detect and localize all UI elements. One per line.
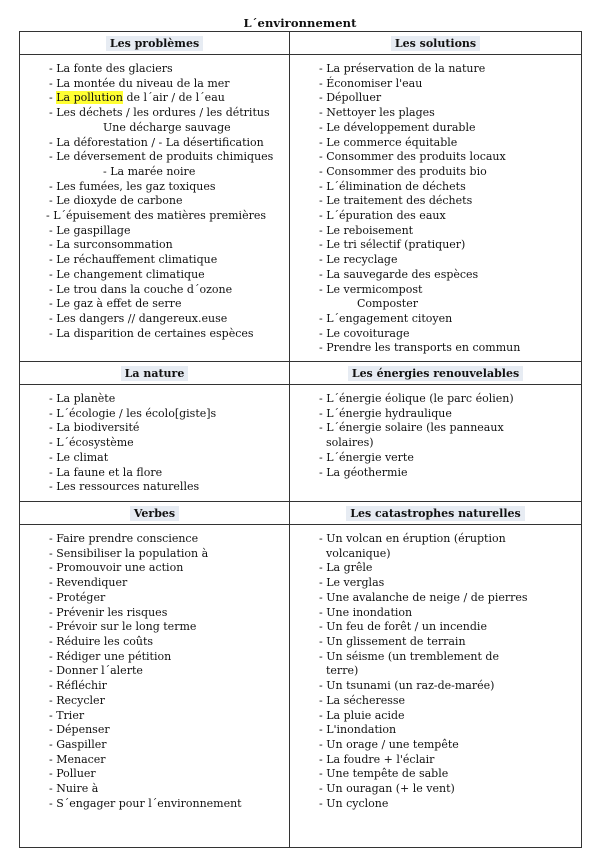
- list-item: - Le climat: [49, 450, 109, 464]
- list-item: - La géothermie: [319, 465, 408, 479]
- list-item: - Prendre les transports en commun: [319, 341, 521, 355]
- list-item: - Le dioxyde de carbone: [49, 194, 183, 208]
- list-item: - La préservation de la nature: [319, 62, 486, 75]
- list-item: - La planète: [49, 392, 116, 406]
- highlighted-term: La pollution: [56, 91, 124, 105]
- list-item: - La montée du niveau de la mer: [49, 76, 230, 90]
- list-item: - La sauvegarde des espèces: [319, 267, 479, 281]
- list-item: - L´écologie / les écolo[giste]s: [49, 406, 217, 420]
- list-item: - Revendiquer: [49, 576, 128, 590]
- list-item: - Recycler: [49, 693, 105, 707]
- list-item: - Rédiger une pétition: [49, 649, 172, 663]
- content-row: [20, 525, 582, 848]
- nature-cell: [20, 385, 290, 502]
- solutions-cell: [290, 55, 582, 362]
- catastrophes-cell: [290, 525, 582, 848]
- list-item: - La marée noire: [103, 164, 196, 178]
- list-item: - L´énergie verte: [319, 450, 414, 464]
- content-row: [20, 55, 582, 362]
- list-item: - L´épuration des eaux: [319, 209, 446, 223]
- list-item: - Le changement climatique: [49, 267, 205, 281]
- problemes-list: [20, 55, 289, 346]
- list-item: - L´énergie solaire (les panneaux solaires): [319, 421, 504, 450]
- list-item: - Consommer des produits bio: [319, 164, 487, 178]
- list-item: - Dépolluer: [319, 91, 382, 105]
- list-item: - Une inondation: [319, 605, 413, 619]
- list-item: - Réfléchir: [49, 679, 107, 693]
- list-item: - Le déversement de produits chimiques: [49, 150, 274, 164]
- header-row: [20, 502, 582, 525]
- list-item: - Le covoiturage: [319, 326, 410, 340]
- verbes-cell: [20, 525, 290, 848]
- list-item: - Faire prendre conscience: [49, 532, 199, 546]
- content-row: [20, 385, 582, 502]
- list-item: Composter: [357, 297, 418, 311]
- list-item: - Les dangers // dangereux.euse: [49, 311, 228, 325]
- list-item: - Réduire les coûts: [49, 634, 154, 648]
- list-item: - Les ressources naturelles: [49, 480, 200, 494]
- list-item: - Un cyclone: [319, 796, 389, 810]
- list-item: - Sensibiliser la population à: [49, 546, 209, 560]
- list-item: Une décharge sauvage: [103, 120, 231, 134]
- list-item: - Trier: [49, 708, 85, 722]
- list-item: - Un glissement de terrain: [319, 634, 466, 648]
- list-item: - Promouvoir une action: [49, 561, 184, 575]
- list-item: - Une avalanche de neige / de pierres: [319, 590, 528, 604]
- header-solutions: Les solutions: [290, 32, 582, 55]
- list-item: - La grêle: [319, 561, 373, 575]
- list-item: - Prévoir sur le long terme: [49, 620, 197, 634]
- header-verbes: Verbes: [20, 502, 290, 525]
- list-item: - Une tempête de sable: [319, 767, 449, 781]
- list-item: - La faune et la flore: [49, 465, 163, 479]
- list-item: - Le traitement des déchets: [319, 194, 473, 208]
- list-item: - L´énergie éolique (le parc éolien): [319, 392, 514, 406]
- list-item: - Donner l´alerte: [49, 664, 143, 678]
- header-row: [20, 362, 582, 385]
- list-item: - Économiser l'eau: [319, 76, 423, 90]
- list-item: - Le vermicompost: [319, 282, 423, 296]
- list-item: - Gaspiller: [49, 737, 107, 751]
- list-item: - Le gaz à effet de serre: [49, 297, 182, 311]
- list-item: - La disparition de certaines espèces: [49, 326, 254, 340]
- page-title: L´environnement: [243, 16, 357, 30]
- list-item: - Nettoyer les plages: [319, 106, 435, 120]
- list-item: - Un volcan en éruption (éruption volcanique): [319, 532, 506, 560]
- list-item: - La surconsommation: [49, 238, 173, 252]
- energies-cell: [290, 385, 582, 502]
- list-item: - La biodiversité: [49, 421, 140, 435]
- list-item: - Les déchets / les ordures / les détritus: [49, 106, 270, 120]
- list-item: - L´élimination de déchets: [319, 179, 466, 193]
- list-item: - Consommer des produits locaux: [319, 150, 506, 164]
- verbes-list: [20, 525, 289, 816]
- list-item: - La foudre + l'éclair: [319, 752, 435, 766]
- list-item: - L´épuisement des matières premières: [46, 209, 266, 223]
- list-item: - Nuire à: [49, 782, 99, 796]
- list-item: - Polluer: [49, 767, 96, 781]
- energies-list: [290, 385, 581, 485]
- list-item: - Dépenser: [49, 723, 110, 737]
- list-item: - Protéger: [49, 590, 106, 604]
- list-item: - Le tri sélectif (pratiquer): [319, 238, 466, 252]
- list-item: - Le gaspillage: [49, 223, 131, 237]
- header-row: [20, 32, 582, 55]
- list-item: - Un séisme (un tremblement de terre): [319, 649, 499, 678]
- nature-list: [20, 385, 289, 500]
- list-item: - Un feu de forêt / un incendie: [319, 620, 487, 634]
- list-item: - Le développement durable: [319, 120, 476, 134]
- vocabulary-table: [19, 31, 582, 848]
- list-item: - La pollution de l´air / de l´eau: [49, 91, 225, 105]
- list-item: - Le reboisement: [319, 223, 414, 237]
- header-catastrophes: Les catastrophes naturelles: [290, 502, 582, 525]
- list-item: - La pluie acide: [319, 708, 405, 722]
- header-energies: Les énergies renouvelables: [290, 362, 582, 385]
- list-item: - L'inondation: [319, 723, 397, 737]
- solutions-list: [290, 55, 581, 361]
- list-item: - Le commerce équitable: [319, 135, 458, 149]
- list-item: - La déforestation / - La désertification: [49, 135, 264, 149]
- list-item: - L´écosystème: [49, 436, 134, 450]
- list-item: - Les fumées, les gaz toxiques: [49, 179, 216, 193]
- list-item: - Prévenir les risques: [49, 605, 168, 619]
- list-item: - Un ouragan (+ le vent): [319, 782, 455, 796]
- header-nature: La nature: [20, 362, 290, 385]
- list-item: - S´engager pour l´environnement: [49, 796, 242, 810]
- problemes-cell: [20, 55, 290, 362]
- list-item: - La fonte des glaciers: [49, 62, 173, 75]
- list-item: - Un tsunami (un raz-de-marée): [319, 679, 495, 693]
- list-item: - Le recyclage: [319, 253, 398, 267]
- list-item: - L´engagement citoyen: [319, 311, 453, 325]
- list-item: - Menacer: [49, 752, 106, 766]
- list-item: - Le réchauffement climatique: [49, 253, 218, 267]
- list-item: - Le trou dans la couche d´ozone: [49, 282, 233, 296]
- list-item: - La sécheresse: [319, 693, 406, 707]
- list-item: - L´énergie hydraulique: [319, 406, 452, 420]
- catastrophes-list: [290, 525, 581, 816]
- list-item: - Un orage / une tempête: [319, 737, 459, 751]
- list-item: - Le verglas: [319, 576, 385, 590]
- header-problemes: Les problèmes: [20, 32, 290, 55]
